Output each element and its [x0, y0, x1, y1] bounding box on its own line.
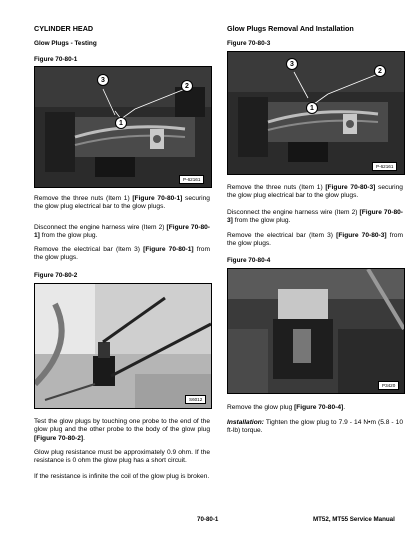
paragraph-remove-bar: Remove the electrical bar (Item 3) [Figure 70-80-1] from the glow plugs. [34, 246, 210, 262]
callout-3: 3 [286, 58, 298, 70]
section-title-right: Glow Plugs Removal And Installation [227, 24, 354, 33]
figure-70-80-1-photo [34, 66, 212, 188]
callout-3: 3 [97, 74, 109, 86]
paragraph-remove-glow-plug: Remove the glow plug [Figure 70-80-4]. [227, 404, 346, 411]
figure-label-3: Figure 70-80-3 [227, 40, 271, 47]
paragraph-remove-bar: Remove the electrical bar (Item 3) [Figure 70-80-3] from the glow plugs. [227, 232, 403, 248]
page-number: 70-80-1 [197, 516, 219, 523]
paragraph-infinite: If the resistance is infinite the coil of the glow plug is broken. [34, 473, 210, 480]
figure-label-4: Figure 70-80-4 [227, 257, 271, 264]
figure-70-80-4-photo [227, 268, 405, 394]
paragraph-remove-nuts: Remove the three nuts (Item 1) [Figure 70-80-3] securing the glow plug electrical bar to the glow plugs. [227, 184, 403, 200]
figure-70-80-2-photo [34, 283, 212, 409]
callout-2: 2 [374, 65, 386, 77]
manual-title: MT52, MT55 Service Manual [313, 516, 395, 523]
section-title-left: CYLINDER HEAD [34, 24, 94, 33]
paragraph-disconnect-wire: Disconnect the engine harness wire (Item 2) [Figure 70-80-1] from the glow plug. [34, 224, 210, 240]
figure-label-2: Figure 70-80-2 [34, 272, 78, 279]
paragraph-resistance: Glow plug resistance must be approximately 0.9 ohm. If the resistance is 0 ohm the glow plug has a short circuit. [34, 449, 210, 465]
figure-70-80-3-photo [227, 51, 405, 175]
paragraph-remove-nuts: Remove the three nuts (Item 1) [Figure 70-80-1] securing the glow plug electrical bar to the glow plugs. [34, 195, 210, 211]
callout-2: 2 [181, 80, 193, 92]
paragraph-disconnect-wire: Disconnect the engine harness wire (Item 2) [Figure 70-80-3] from the glow plug. [227, 209, 403, 225]
figure-label-1: Figure 70-80-1 [34, 56, 78, 63]
callout-1: 1 [115, 117, 127, 129]
callout-1: 1 [306, 102, 318, 114]
figure-code: S6012 [185, 395, 206, 404]
subhead-testing: Glow Plugs - Testing [34, 40, 97, 47]
figure-code: P-62161 [372, 162, 397, 171]
paragraph-test-probes: Test the glow plugs by touching one probe to the end of the glow plug and the other probe to the body of the glow plug [Figure 70-80-2]. [34, 418, 210, 442]
paragraph-installation: Installation: Tighten the glow plug to 7.9 - 14 N•m (5.8 - 10 ft-lb) torque. [227, 419, 403, 435]
figure-code: P3420 [378, 381, 399, 390]
figure-code: P-62161 [179, 175, 204, 184]
